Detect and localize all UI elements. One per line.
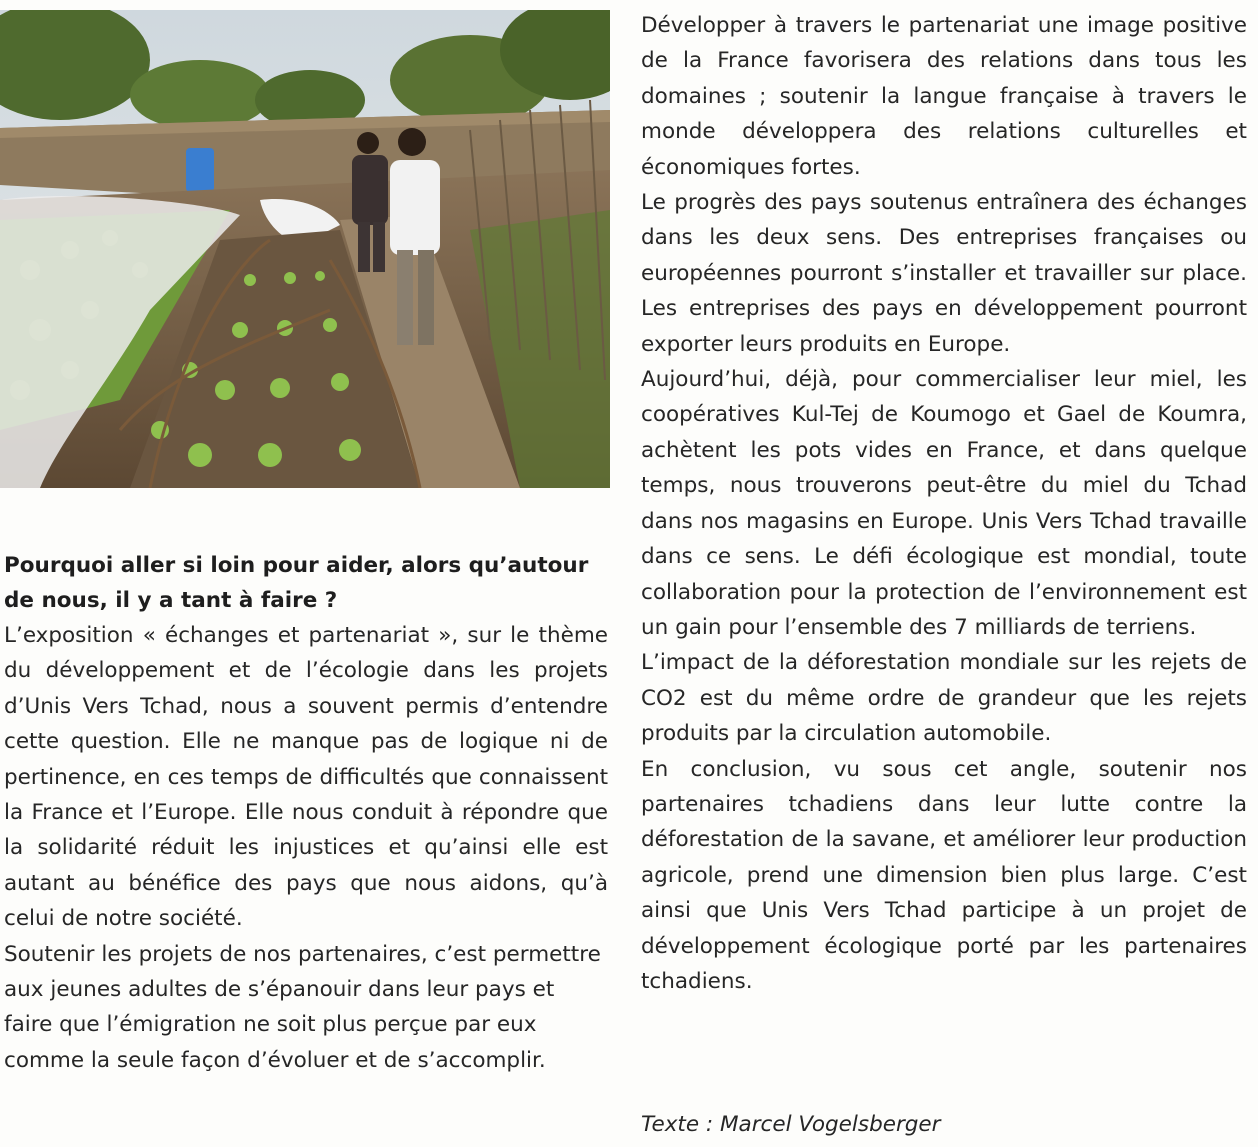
right-column	[641, 8, 1247, 999]
paragraph: En conclusion, vu sous cet angle, soutenir nos partenaires tchadiens dans leur lutte contre la déforestation de la savane, et améliorer leur production agricole, prend une dimension bien plus large. C’est ainsi que Unis Vers Tchad participe à un projet de développement écologique porté par les partenaires tchadiens.	[641, 756, 1247, 994]
paragraph: Soutenir les projets de nos partenaires, c’est permettre aux jeunes adultes de s’épanouir dans leur pays et faire que l’émigration ne soit plus perçue par eux comme la seule façon d’évoluer et de s’accomplir.	[4, 941, 601, 1073]
garden-photo	[0, 10, 610, 488]
garden-illustration	[0, 10, 610, 488]
blue-barrel	[186, 148, 214, 192]
author-credit: Texte : Marcel Vogelsberger	[641, 1112, 941, 1137]
paragraph: Développer à travers le partenariat une image positive de la France favorisera des relations dans tous les domaines ; soutenir la langue française à travers le monde développera des relations culturelles et économiques fortes.	[641, 13, 1247, 180]
paragraph: Le progrès des pays soutenus entraînera des échanges dans les deux sens. Des entreprises françaises ou européennes pourront s’installer et travailler sur place. Les entreprises des pays en développement pourront exporter leurs produits en Europe.	[641, 190, 1247, 357]
paragraph: L’impact de la déforestation mondiale sur les rejets de CO2 est du même ordre de grandeur que les rejets produits par la circulation automobile.	[641, 650, 1247, 747]
article-question-heading: Pourquoi aller si loin pour aider, alors qu’autour de nous, il y a tant à faire ?	[4, 553, 589, 613]
paragraph: L’exposition « échanges et partenariat », sur le thème du développement et de l’écologie dans les projets d’Unis Vers Tchad, nous a souvent permis d’entendre cette question. Elle ne manque pas de logique ni de pertinence, en ces temps de difficultés que connaissent la France et l’Europe. Elle nous conduit à répondre que la solidarité réduit les injustices et qu’ainsi elle est autant au bénéfice des pays que nous aidons, qu’à celui de notre société.	[4, 623, 608, 932]
paragraph: Aujourd’hui, déjà, pour commercialiser leur miel, les coopératives Kul-Tej de Koumogo et Gael de Koumra, achètent les pots vides en France, et dans quelque temps, nous trouverons peut-être du miel du Tchad dans nos magasins en Europe. Unis Vers Tchad travaille dans ce sens. Le défi écologique est mondial, toute collaboration pour la protection de l’environnement est un gain pour l’ensemble des 7 milliards de terriens.	[641, 367, 1247, 640]
left-column	[4, 548, 608, 1078]
